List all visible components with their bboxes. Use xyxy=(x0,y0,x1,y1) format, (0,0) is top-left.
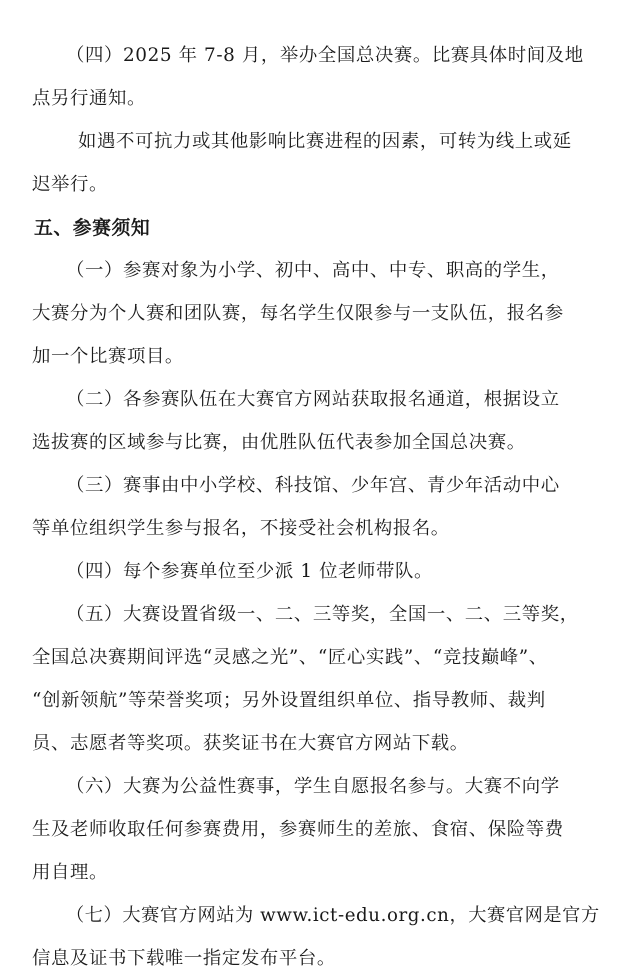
paragraph-line: 选拔赛的区域参与比赛，由优胜队伍代表参加全国总决赛。 xyxy=(32,432,526,453)
paragraph-line: 等单位组织学生参与报名，不接受社会机构报名。 xyxy=(32,518,450,539)
section-heading: 五、参赛须知 xyxy=(34,217,151,239)
paragraph-line: （四）2025 年 7-8 月，举办全国总决赛。比赛具体时间及地 xyxy=(66,45,584,66)
paragraph-line: 信息及证书下载唯一指定发布平台。 xyxy=(32,948,336,969)
paragraph-line: “创新领航”等荣誉奖项；另外设置组织单位、指导教师、裁判 xyxy=(32,690,546,711)
paragraph-line: （三）赛事由中小学校、科技馆、少年宫、青少年活动中心 xyxy=(66,475,560,496)
paragraph-line: 全国总决赛期间评选“灵感之光”、“匠心实践”、“竞技巅峰”、 xyxy=(32,647,548,668)
paragraph-line: （七）大赛官方网站为 www.ict-edu.org.cn，大赛官网是官方 xyxy=(66,905,600,926)
paragraph-line: 用自理。 xyxy=(32,862,108,883)
paragraph-line: 加一个比赛项目。 xyxy=(32,346,184,367)
paragraph-line: （四）每个参赛单位至少派 1 位老师带队。 xyxy=(66,561,434,582)
paragraph-line: （五）大赛设置省级一、二、三等奖，全国一、二、三等奖， xyxy=(66,604,579,625)
paragraph-line: （二）各参赛队伍在大赛官方网站获取报名通道，根据设立 xyxy=(66,389,560,410)
paragraph-line: 点另行通知。 xyxy=(32,88,146,109)
paragraph-line: 生及老师收取任何参赛费用，参赛师生的差旅、食宿、保险等费 xyxy=(32,819,564,840)
paragraph-line: 员、志愿者等奖项。获奖证书在大赛官方网站下载。 xyxy=(32,733,469,754)
paragraph-line: （一）参赛对象为小学、初中、高中、中专、职高的学生， xyxy=(66,260,560,281)
paragraph-line: （六）大赛为公益性赛事，学生自愿报名参与。大赛不向学 xyxy=(66,776,560,797)
paragraph-line: 大赛分为个人赛和团队赛，每名学生仅限参与一支队伍，报名参 xyxy=(32,303,564,324)
paragraph-line: 迟举行。 xyxy=(32,174,108,195)
paragraph-line: 如遇不可抗力或其他影响比赛进程的因素，可转为线上或延 xyxy=(78,131,572,152)
